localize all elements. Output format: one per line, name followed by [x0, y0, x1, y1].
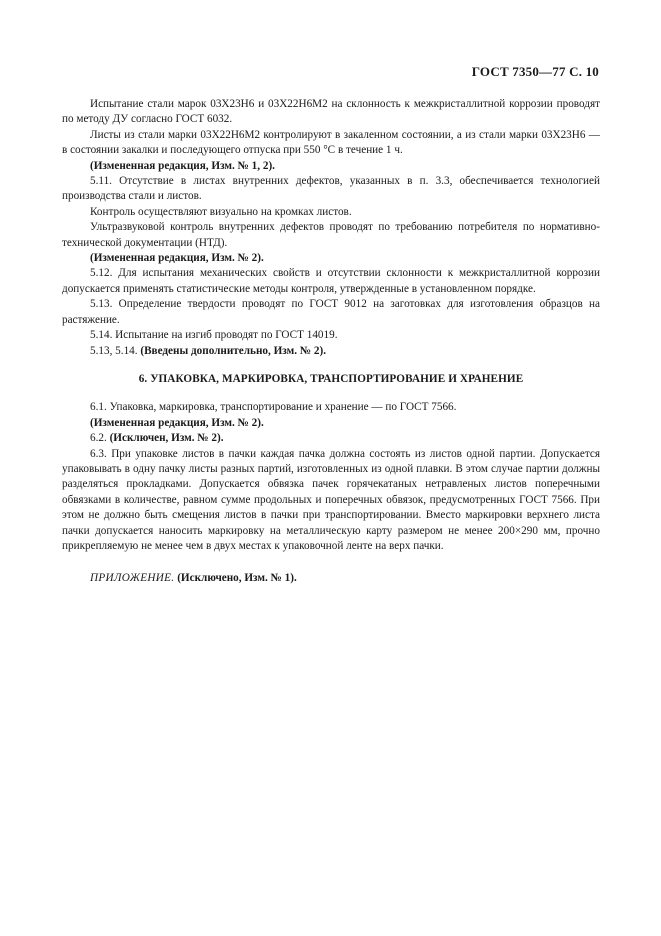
amendment-note: (Исключен, Изм. № 2).: [109, 432, 224, 445]
paragraph-6-1: 6.1. Упаковка, маркировка, транспортирование и хранение — по ГОСТ 7566.: [90, 401, 457, 414]
paragraph-5-13: 5.13. Определение твердости проводят по ГОСТ 9012 на заготовках для изготовления образцов на растяжение.: [62, 298, 600, 326]
paragraph-5-11: 5.11. Отсутствие в листах внутренних дефектов, указанных в п. 3.3, обеспечивается технологией производства стали и листов.: [62, 175, 600, 203]
paragraph-5-12: 5.12. Для испытания механических свойств и отсутствии склонности к межкристаллитной коррозии допускается применять статистические методы контроля, утвержденные в установленном порядке.: [62, 267, 600, 295]
appendix-label: ПРИЛОЖЕНИЕ.: [90, 572, 175, 585]
paragraph-6-2: [62, 431, 600, 446]
amendment-note: (Измененная редакция, Изм. № 2).: [90, 416, 264, 429]
paragraph-corrosion-test: Испытание стали марок 03Х23Н6 и 03Х22Н6М2 на склонность к межкристаллитной коррозии проводят по методу ДУ согласно ГОСТ 6032.: [62, 98, 600, 126]
paragraph-sheet-condition: Листы из стали марки 03Х22Н6М2 контролируют в закаленном состоянии, а из стали марки 03Х23Н6 — в состоянии закалки и последующего отпуска при 550 °С в течение 1 ч.: [62, 128, 600, 157]
paragraph-5-14: 5.14. Испытание на изгиб проводят по ГОСТ 14019.: [90, 329, 338, 342]
paragraph-prefix: 5.13, 5.14.: [90, 344, 141, 357]
section-6-title: 6. УПАКОВКА, МАРКИРОВКА, ТРАНСПОРТИРОВАНИЕ И ХРАНЕНИЕ: [138, 372, 524, 385]
appendix-line: [62, 571, 600, 586]
paragraph-visual-control: Контроль осуществляют визуально на кромках листов.: [90, 205, 352, 218]
paragraph-prefix: 6.2.: [90, 432, 110, 445]
document-body: [62, 97, 600, 587]
amendment-note: (Введены дополнительно, Изм. № 2).: [140, 344, 327, 357]
paragraph-6-3: 6.3. При упаковке листов в пачки каждая пачка должна состоять из листов одной партии. Допускается упаковывать в одну пачку листы разных партий, изготовленных из одной плавки. В этом случае партии должны разделяться прокладками. Допускается обвязка пачек горячекатаных нетравленых листов поперечными обвязками в количестве, равном сумме продольных и поперечных обвязок, предусмотренных ГОСТ 7566. При этом не должно быть смещения листов в пачки при транспортировании. Вместо маркировки верхнего листа пачки допускается наносить маркировку на металлическую карту размером не менее 200×290 мм, прочно прикрепляемую не менее чем в двух местах к упаковочной ленте на верх пачки.: [62, 447, 600, 552]
paragraph-5-13-5-14: [62, 344, 600, 359]
paragraph-ultrasonic-control: Ультразвуковой контроль внутренних дефектов проводят по требованию потребителя по нормативно-технической документации (НТД).: [62, 221, 600, 249]
page-header: ГОСТ 7350—77 С. 10: [471, 64, 599, 79]
appendix-note: (Исключено, Изм. № 1).: [174, 572, 297, 585]
amendment-note: (Измененная редакция, Изм. № 1, 2).: [90, 159, 275, 172]
amendment-note: (Измененная редакция, Изм. № 2).: [90, 252, 264, 265]
